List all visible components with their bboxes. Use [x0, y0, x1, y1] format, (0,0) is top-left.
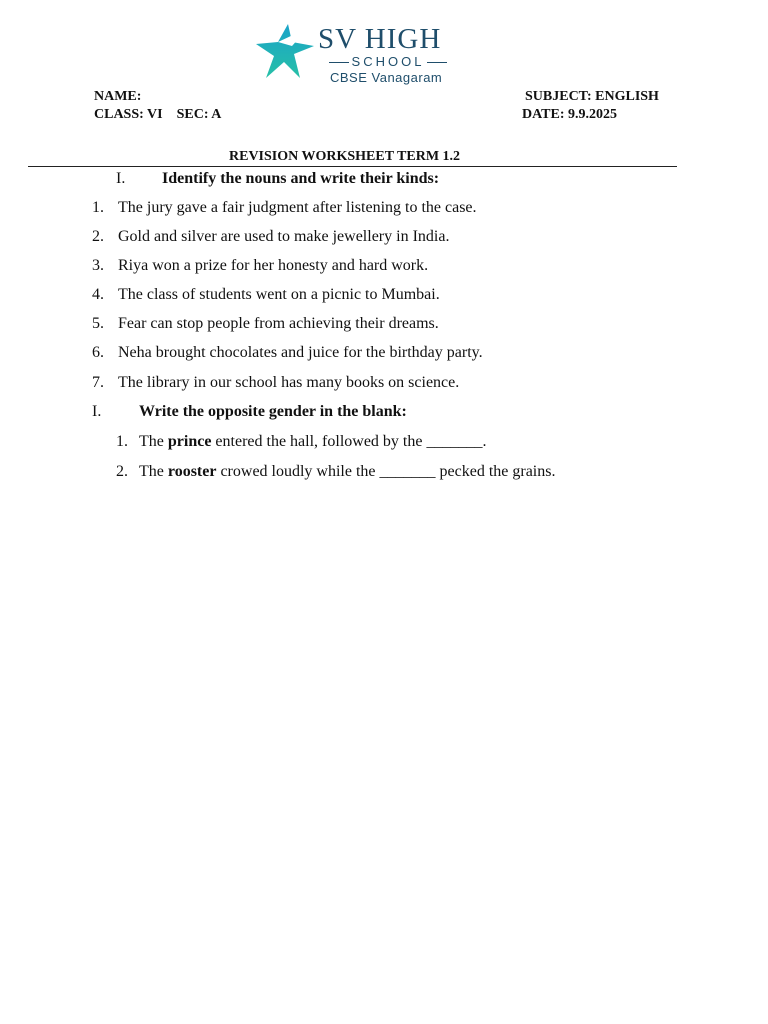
list-item: 3. Riya won a prize for her honesty and hard work.: [92, 257, 429, 274]
subject-label: SUBJECT: ENGLISH: [525, 89, 659, 104]
section1-heading: Identify the nouns and write their kinds:: [162, 170, 440, 187]
list-item: 2. Gold and silver are used to make jewellery in India.: [92, 228, 450, 245]
header-divider: [28, 166, 677, 167]
class-section-label: CLASS: VI SEC: A: [94, 107, 222, 122]
list-item: 7. The library in our school has many books on science.: [92, 374, 460, 391]
list-item: 6. Neha brought chocolates and juice for the birthday party.: [92, 344, 483, 361]
list-item: 4. The class of students went on a picnic to Mumbai.: [92, 286, 440, 303]
date-label: DATE: 9.9.2025: [522, 107, 618, 122]
list-item: 1. The prince entered the hall, followed by the _______.: [116, 433, 487, 450]
section2-numeral: I.: [92, 403, 102, 420]
section1-numeral: I.: [116, 170, 126, 187]
star-icon: [252, 20, 318, 84]
logo-school-text: SCHOOL: [318, 54, 458, 70]
section2-heading: Write the opposite gender in the blank:: [139, 403, 407, 420]
logo-subtitle: CBSE Vanagaram: [330, 70, 443, 85]
name-label: NAME:: [94, 89, 142, 104]
list-item: 1. The jury gave a fair judgment after listening to the case.: [92, 199, 477, 216]
logo-title: SV HIGH: [318, 23, 442, 55]
worksheet-title: REVISION WORKSHEET TERM 1.2: [229, 149, 461, 164]
list-item: 5. Fear can stop people from achieving their dreams.: [92, 315, 439, 332]
list-item: 2. The rooster crowed loudly while the _______ pecked the grains.: [116, 463, 556, 480]
school-logo: [252, 20, 472, 88]
